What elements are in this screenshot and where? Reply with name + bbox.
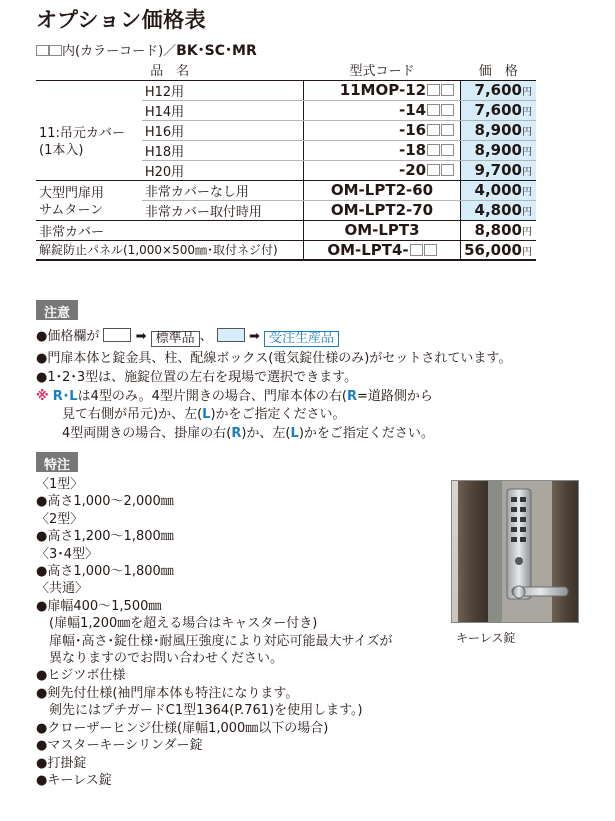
yen-unit: 円 — [522, 107, 532, 118]
row-model — [303, 240, 460, 260]
yen-unit: 円 — [522, 167, 532, 178]
special-line: 〈3･4型〉 — [36, 546, 99, 562]
notes-heading: 注意 — [36, 300, 78, 320]
row-price — [461, 160, 536, 180]
special-list — [36, 476, 392, 789]
asterisk-mark: ※ — [36, 389, 49, 404]
group-thumbturn — [36, 180, 142, 220]
special-line: ●高さ1,000～1,800㎜ — [36, 564, 174, 580]
special-line: ●打掛錠 — [36, 755, 87, 771]
note-text: 4型両開きの場合、掛扉の右( — [62, 426, 232, 441]
price-value: 8,900 — [474, 121, 522, 139]
color-code-box — [49, 45, 62, 56]
row-sub-label: 非常カバーなし用 — [142, 180, 304, 200]
color-box — [427, 124, 440, 136]
special-line: ●キーレス錠 — [36, 772, 112, 788]
row-model — [303, 200, 460, 220]
color-code-box — [36, 45, 49, 56]
left-label: L — [290, 426, 299, 441]
group-label: 大型門扉用 サムターン — [39, 185, 105, 218]
legend-separator: 、 — [199, 329, 213, 344]
note-line — [62, 425, 434, 442]
price-legend — [36, 328, 339, 347]
color-box — [427, 104, 440, 116]
price-value: 7,600 — [474, 81, 522, 99]
special-line: 〈1型〉 — [36, 477, 84, 492]
note-text: )かをご指定ください。 — [298, 426, 434, 441]
yen-unit: 円 — [522, 246, 532, 258]
special-line: ●扉幅400～1,500㎜ — [36, 598, 162, 614]
row-price — [461, 140, 536, 160]
row-model — [303, 140, 460, 160]
legend-blue-box — [217, 328, 245, 342]
arrow-icon: ➡ — [248, 329, 260, 344]
row-price — [461, 200, 536, 220]
color-box — [427, 144, 440, 156]
color-box — [424, 244, 437, 256]
standard-tag: 標準品 — [151, 331, 200, 347]
special-heading: 特注 — [36, 452, 78, 472]
yen-unit: 円 — [522, 227, 532, 238]
header-model: 型式コード — [303, 60, 460, 80]
special-line: 異なりますのでお問い合わせください。 — [36, 651, 284, 667]
row-sub-label: H18用 — [142, 140, 304, 160]
note-line: ●1･2･3型は、施錠位置の左右を現場で選択できます。 — [36, 370, 358, 385]
color-codes: BK･SC･MR — [176, 43, 257, 59]
row-model — [303, 220, 460, 240]
special-line: ●剣先付仕様(袖門扉本体も特注になります。 — [36, 685, 299, 701]
row-price — [461, 240, 536, 260]
price-value: 56,000 — [464, 240, 522, 259]
group-hanger-cover — [36, 80, 142, 180]
row-price — [461, 80, 536, 100]
note-line — [62, 406, 346, 423]
color-box — [427, 84, 440, 96]
model-code: OM-LPT2-60 — [330, 181, 434, 199]
special-line: 扉幅･高さ･錠仕様･耐風圧強度により対応可能最大サイズが — [36, 633, 393, 649]
row-sub-label: H14用 — [142, 100, 304, 120]
model-code: OM-LPT3 — [344, 221, 420, 239]
color-box — [441, 164, 454, 176]
yen-unit: 円 — [522, 127, 532, 138]
special-line: 〈共通〉 — [36, 581, 89, 597]
note-text: 見て右側が吊元)か、左( — [62, 407, 203, 422]
row-model — [303, 180, 460, 200]
row-sub-label: H12用 — [142, 80, 304, 100]
note-text: =道路側から — [357, 389, 433, 404]
row-model — [303, 100, 460, 120]
special-line: ●クローザーヒンジ仕様(扉幅1,000㎜以下の場合) — [36, 720, 329, 736]
arrow-icon: ➡ — [135, 329, 147, 344]
row-price — [461, 120, 536, 140]
note-text: )かをご指定ください。 — [210, 407, 346, 422]
special-line: ●マスターキーシリンダー錠 — [36, 738, 203, 754]
model-code: -18 — [398, 141, 427, 159]
left-label: L — [202, 407, 211, 422]
model-code: -14 — [398, 101, 427, 119]
legend-white-box — [103, 328, 131, 342]
header-price: 価 格 — [461, 60, 536, 80]
group-label: 11:吊元カバー (1本入) — [39, 125, 125, 158]
row-sub-label: 非常カバー取付時用 — [142, 200, 304, 220]
note-text: )か、左( — [241, 426, 291, 441]
keyless-lock-illustration — [452, 481, 579, 623]
model-code: -20 — [398, 161, 427, 179]
row-model — [303, 80, 460, 100]
rl-label: R･L — [52, 389, 78, 404]
special-line: ●ヒジツボ仕様 — [36, 668, 126, 684]
price-value: 7,600 — [474, 101, 522, 119]
right-label: R — [346, 389, 357, 404]
price-value: 4,800 — [474, 201, 522, 219]
yen-unit: 円 — [522, 207, 532, 218]
row-model — [303, 160, 460, 180]
color-box — [441, 104, 454, 116]
color-box — [410, 244, 423, 256]
price-table — [36, 60, 536, 261]
right-label: R — [231, 426, 242, 441]
row-price — [461, 220, 536, 240]
color-code-note — [36, 40, 257, 60]
model-code: 11MOP-12 — [339, 81, 427, 99]
order-tag: 受注生産品 — [264, 331, 339, 347]
legend-prefix: ●価格欄が — [36, 329, 100, 344]
keyless-lock-photo — [451, 480, 579, 623]
color-code-prefix: 内(カラーコード)／ — [62, 44, 177, 59]
color-box — [441, 124, 454, 136]
photo-caption: キーレス錠 — [456, 631, 516, 645]
note-line: ●門扉本体と錠金具、柱、配線ボックス(電気錠仕様のみ)がセットされています。 — [36, 351, 512, 366]
header-name: 品 名 — [36, 60, 303, 80]
special-line: 剣先にはプチガードC1型1364(P.761)を使用します。) — [36, 703, 363, 719]
row-name: 非常カバー — [36, 220, 303, 240]
price-value: 8,800 — [474, 221, 522, 239]
model-code: OM-LPT4- — [327, 240, 409, 259]
note-text: は4型のみ。4型片開きの場合、門扉本体の右( — [77, 389, 347, 404]
row-price — [461, 180, 536, 200]
row-price — [461, 100, 536, 120]
model-code: -16 — [398, 121, 427, 139]
yen-unit: 円 — [522, 147, 532, 158]
special-line: ●高さ1,200～1,800㎜ — [36, 529, 174, 545]
row-name: 解錠防止パネル(1,000×500㎜･取付ネジ付) — [36, 240, 303, 260]
price-value: 9,700 — [474, 161, 522, 179]
price-value: 4,000 — [474, 181, 522, 199]
special-line: ●高さ1,000～2,000㎜ — [36, 494, 174, 510]
yen-unit: 円 — [522, 187, 532, 198]
color-box — [427, 164, 440, 176]
yen-unit: 円 — [522, 87, 532, 98]
row-sub-label: H20用 — [142, 160, 304, 180]
model-code: OM-LPT2-70 — [330, 201, 434, 219]
special-line: (扉幅1,200㎜を超える場合はキャスター付き) — [36, 616, 318, 632]
price-value: 8,900 — [474, 141, 522, 159]
row-model — [303, 120, 460, 140]
color-box — [441, 144, 454, 156]
row-sub-label: H16用 — [142, 120, 304, 140]
special-line: 〈2型〉 — [36, 511, 84, 527]
color-box — [441, 84, 454, 96]
page-title: オプション価格表 — [36, 8, 207, 32]
note-line — [36, 388, 433, 405]
